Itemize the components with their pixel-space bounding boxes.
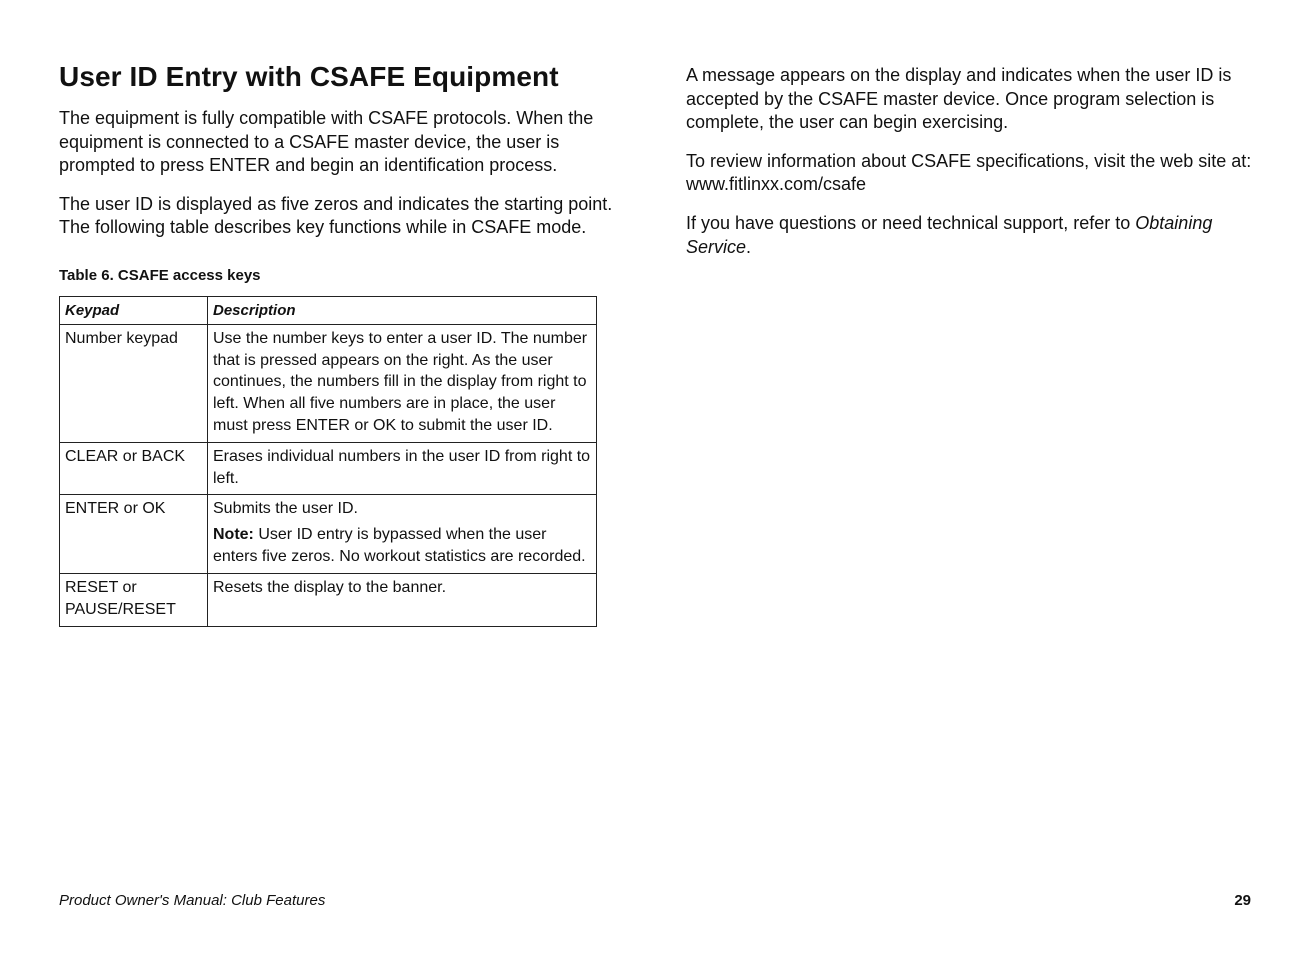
footer-manual-title: Product Owner's Manual: Club Features [59, 892, 326, 909]
header-description: Description [208, 296, 597, 324]
header-keypad: Keypad [60, 296, 208, 324]
table-row [60, 442, 597, 495]
message-paragraph: A message appears on the display and indicates when the user ID is accepted by the CSAFE master device. Once program selection is complete, the user can begin exercising. [686, 65, 1232, 133]
key-cell: CLEAR or BACK [60, 442, 208, 495]
table-row [60, 573, 597, 626]
table-row [60, 324, 597, 442]
user-id-paragraph: The user ID is displayed as five zeros and indicates the starting point. The following table describes key functions while in CSAFE mode. [59, 193, 613, 238]
right-column [686, 64, 1258, 274]
specifications-paragraph: To review information about CSAFE specifications, visit the web site at: www.fitlinxx.com/csafe [686, 150, 1252, 195]
key-cell: ENTER or OK [60, 495, 208, 573]
support-suffix: . [746, 236, 752, 257]
table-header-row [60, 296, 597, 324]
page-title: User ID Entry with CSAFE Equipment [59, 61, 559, 92]
description-cell [208, 495, 597, 573]
key-cell: RESET or PAUSE/RESET [60, 573, 208, 626]
key-cell: Number keypad [60, 324, 208, 442]
description-cell: Erases individual numbers in the user ID from right to left. [208, 442, 597, 495]
support-text: If you have questions or need technical support, refer to [686, 212, 1136, 233]
note [213, 524, 591, 568]
description-cell: Resets the display to the banner. [208, 573, 597, 626]
table-row [60, 495, 597, 573]
intro-paragraph: The equipment is fully compatible with CSAFE protocols. When the equipment is connected to a CSAFE master device, the user is prompted to press ENTER and begin an identification process. [59, 108, 594, 176]
page-number: 29 [1234, 892, 1251, 909]
support-paragraph [686, 212, 1258, 259]
left-column [59, 58, 634, 627]
description-text: Submits the user ID. [213, 500, 358, 518]
description-cell: Use the number keys to enter a user ID. The number that is pressed appears on the right. As the user continues, the numbers fill in the display from right to left. When all five numbers are in place, the user must press ENTER or OK to submit the user ID. [208, 324, 597, 442]
obtaining-service-link[interactable]: Obtaining Service [686, 212, 1213, 257]
note-text: User ID entry is bypassed when the user enters five zeros. No workout statistics are recorded. [213, 526, 586, 565]
csafe-access-keys-table [59, 296, 597, 627]
table-caption: Table 6. CSAFE access keys [59, 266, 261, 284]
note-label: Note: [213, 526, 254, 544]
